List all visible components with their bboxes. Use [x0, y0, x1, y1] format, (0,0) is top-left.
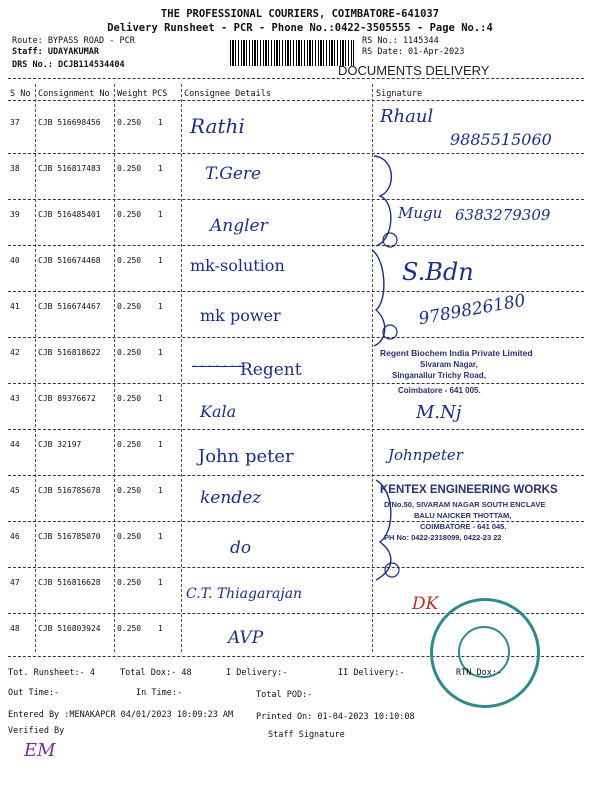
row-consignee: John peter [198, 446, 294, 467]
kentex-stamp-line-5: PH No: 0422-2318099, 0422-23 22 [384, 533, 502, 542]
entered-by: Entered By :MENAKAPCR 04/01/2023 10:09:23 AM [8, 710, 234, 720]
staff: Staff: UDAYAKUMAR [12, 47, 99, 57]
col-signature: Signature [376, 89, 423, 99]
row-sno: 40 [10, 256, 20, 265]
row-pcs: 1 [158, 164, 163, 173]
row-consignee: do [230, 538, 252, 558]
col-weight: Weight [117, 89, 148, 99]
row-rule [8, 245, 584, 246]
row-pcs: 1 [158, 348, 163, 357]
row-consignee: Kala [200, 402, 237, 421]
row-weight: 0.250 [117, 118, 142, 127]
row-pcs: 1 [158, 394, 163, 403]
verifier-initials: EM [24, 740, 56, 761]
row-weight: 0.250 [117, 256, 142, 265]
col-sno: S No [10, 89, 31, 99]
row-rule [8, 153, 584, 154]
row-sno: 43 [10, 394, 20, 403]
delivery-brackets-icon [366, 150, 426, 590]
row-weight: 0.250 [117, 486, 142, 495]
row-pcs: 1 [158, 486, 163, 495]
row-signature: Johnpeter [388, 446, 463, 464]
row-consignee: mk-solution [190, 256, 285, 275]
route: Route: BYPASS ROAD - PCR [12, 36, 135, 46]
row-weight: 0.250 [117, 624, 142, 633]
row-sno: 45 [10, 486, 20, 495]
row-sno: 48 [10, 624, 20, 633]
row-consignee: AVP [228, 628, 264, 648]
row-consignee: Angler [210, 216, 268, 236]
row-pcs: 1 [158, 256, 163, 265]
total-dox: Total Dox:- 48 [120, 668, 192, 678]
row-signature: DK [412, 594, 439, 614]
regent-stamp-line-4: Coimbatore - 641 005. [398, 386, 481, 395]
row-consignee: C.T. Thiagarajan [186, 586, 303, 602]
row-consignment: CJB 516785070 [38, 532, 101, 541]
out-time: Out Time:- [8, 688, 60, 698]
row-sno: 37 [10, 118, 20, 127]
row-pcs: 1 [158, 624, 163, 633]
row-signature: M.Nj [416, 402, 462, 423]
col-consignee: Consignee Details [184, 89, 271, 99]
row-pcs: 1 [158, 578, 163, 587]
row-consignment: CJB 516674467 [38, 302, 101, 311]
row-consignment: CJB 516816628 [38, 578, 101, 587]
row-sno: 42 [10, 348, 20, 357]
row-weight: 0.250 [117, 210, 142, 219]
row-consignment: CJB 516785678 [38, 486, 101, 495]
col-consignment: Consignment No [38, 89, 110, 99]
col-pcs: PCS [152, 89, 168, 99]
row-rule [8, 429, 584, 430]
row-consignee: mk power [200, 306, 281, 325]
row-rule [8, 567, 584, 568]
row-signature: Mugu [398, 204, 443, 222]
row-sno: 47 [10, 578, 20, 587]
row-rule [8, 337, 584, 338]
regent-stamp-line-3: Singanallur Trichy Road, [392, 371, 486, 380]
row-consignment: CJB 32197 [38, 440, 82, 449]
row-consignment: CJB 516698456 [38, 118, 101, 127]
header-top-rule [8, 78, 584, 79]
rs-date: RS Date: 01-Apr-2023 [362, 47, 465, 57]
row-sno: 46 [10, 532, 20, 541]
rtn-dox: RTN Dox:- [456, 668, 503, 678]
kentex-stamp-line-2: D/No.50, SIVARAM NAGAR SOUTH ENCLAVE [384, 500, 546, 509]
row-weight: 0.250 [117, 348, 142, 357]
struck-text-icon: ~~~~~~~ [192, 362, 245, 372]
runsheet-title: Delivery Runsheet - PCR - Phone No.:0422-3505555 - Page No.:4 [107, 22, 493, 34]
drs-number: DRS No.: DCJB114534404 [12, 60, 125, 70]
regent-stamp-line-1: Regent Biochem India Private Limited [380, 348, 533, 358]
rs-number: RS No.: 1145344 [362, 36, 439, 46]
row-sno: 38 [10, 164, 20, 173]
row-consignment: CJB 516817483 [38, 164, 101, 173]
company-name: THE PROFESSIONAL COURIERS, COIMBATORE-641037 [160, 8, 440, 20]
row-phone: 6383279309 [455, 206, 551, 224]
row-rule [8, 383, 584, 384]
row-weight: 0.250 [117, 532, 142, 541]
row-pcs: 1 [158, 210, 163, 219]
staff-signature: Staff Signature [268, 730, 345, 740]
tot-runsheet: Tot. Runsheet:- 4 [8, 668, 95, 678]
row-rule [8, 199, 584, 200]
row-consignee: kendez [200, 488, 262, 508]
row-pcs: 1 [158, 440, 163, 449]
ii-delivery: II Delivery:- [338, 668, 405, 678]
regent-stamp-line-2: Sivaram Nagar, [420, 360, 478, 369]
verified-by: Verified By [8, 726, 65, 736]
row-consignment: CJB 516485401 [38, 210, 101, 219]
row-pcs: 1 [158, 302, 163, 311]
row-rule [8, 475, 584, 476]
printed-on: Printed On: 01-04-2023 10:10:08 [256, 712, 415, 722]
row-pcs: 1 [158, 118, 163, 127]
row-pcs: 1 [158, 532, 163, 541]
row-weight: 0.250 [117, 578, 142, 587]
row-phone: 9789826180 [417, 290, 528, 330]
row-sno: 39 [10, 210, 20, 219]
barcode [230, 40, 354, 66]
kentex-stamp-line-3: BALU NAICKER THOTTAM, [414, 511, 512, 520]
row-consignee: T.Gere [205, 164, 262, 184]
row-signature: Rhaul [380, 106, 434, 127]
row-weight: 0.250 [117, 440, 142, 449]
in-time: In Time:- [136, 688, 183, 698]
row-phone: 9885515060 [450, 130, 552, 149]
row-sno: 44 [10, 440, 20, 449]
row-rule [8, 291, 584, 292]
i-delivery: I Delivery:- [226, 668, 288, 678]
row-weight: 0.250 [117, 164, 142, 173]
row-consignment: CJB 516674468 [38, 256, 101, 265]
documents-delivery-note: DOCUMENTS DELIVERY [338, 63, 490, 78]
row-consignment: CJB 516803924 [38, 624, 101, 633]
row-consignee: Regent [240, 360, 302, 380]
header-bottom-rule [8, 100, 584, 101]
row-consignment: CJB 516818622 [38, 348, 101, 357]
row-consignment: CJB 89376672 [38, 394, 96, 403]
row-weight: 0.250 [117, 302, 142, 311]
row-consignee: Rathi [190, 114, 245, 138]
kentex-stamp-line-1: KENTEX ENGINEERING WORKS [380, 484, 558, 496]
row-signature: S.Bdn [402, 258, 474, 286]
row-sno: 41 [10, 302, 20, 311]
kentex-stamp-line-4: COIMBATORE - 641 045. [420, 522, 507, 531]
total-pod: Total POD:- [256, 690, 313, 700]
row-weight: 0.250 [117, 394, 142, 403]
